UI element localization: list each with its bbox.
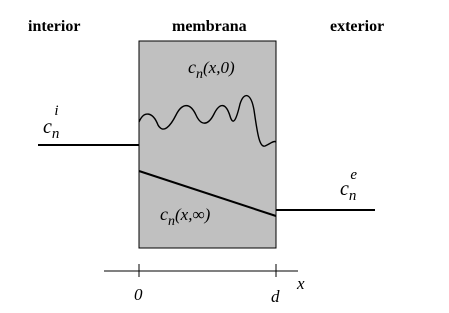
exterior-concentration-label: $c_ne$ [340,167,358,204]
initial-profile-label: $c_n(x,0)$ [188,57,235,82]
steady-profile-label: $c_n(x,\infty)$ [160,204,211,229]
tick-label-0: 0 [134,285,143,304]
tick-label-d: d [271,287,280,306]
interior-concentration-label: $c_ni$ [43,103,60,142]
membrane-label: membrana [172,18,247,35]
exterior-label: exterior [330,18,385,35]
x-axis-label: x [297,274,305,293]
interior-label: interior [28,18,81,35]
